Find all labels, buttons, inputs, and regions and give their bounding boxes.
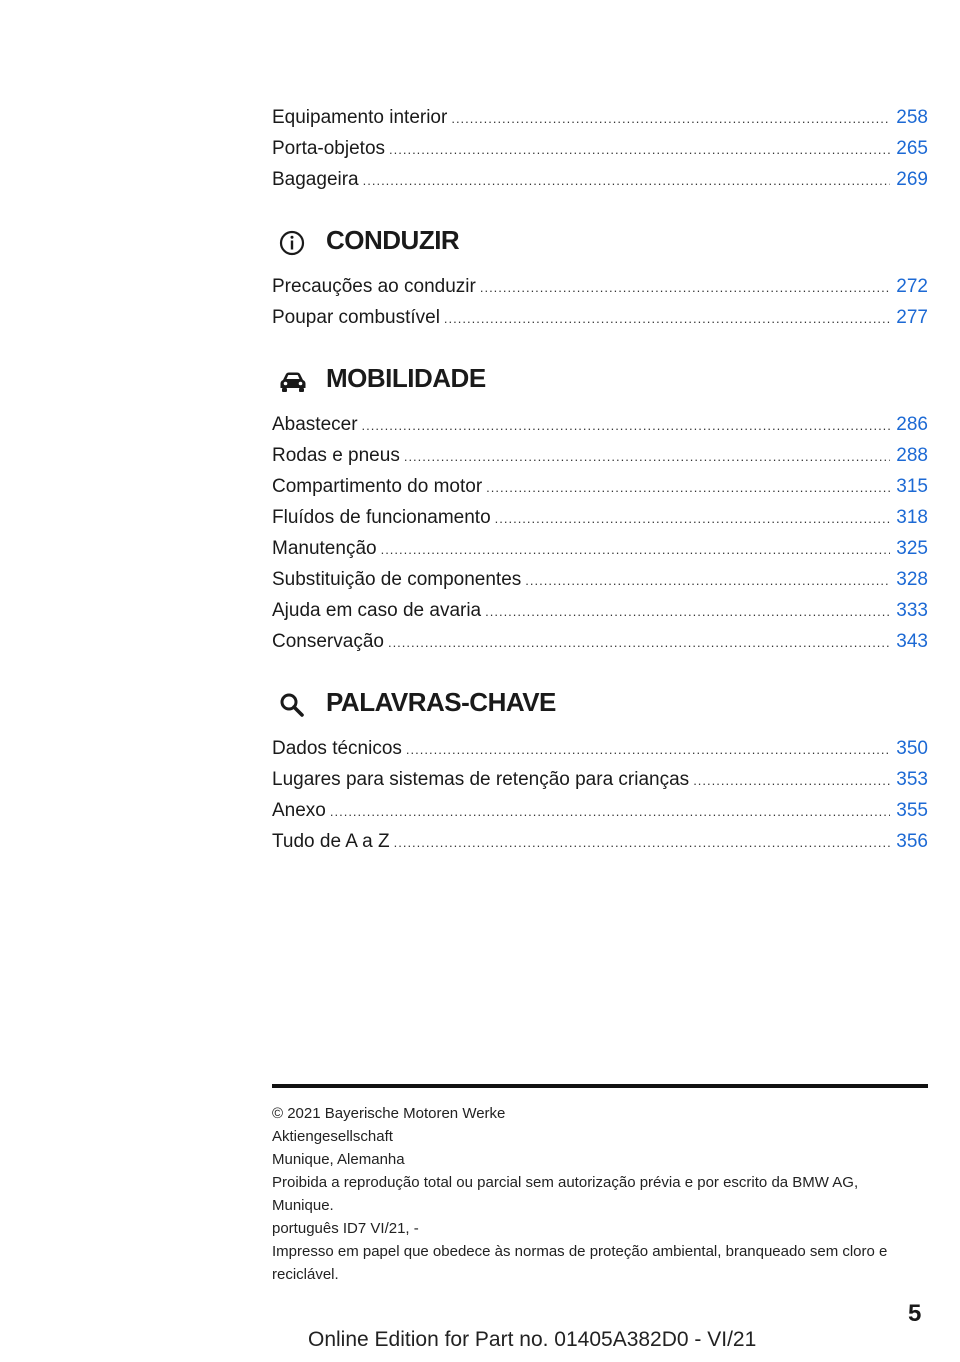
edition-watermark: Online Edition for Part no. 01405A382D0 - VI/21 <box>308 1328 757 1351</box>
toc-entry[interactable] <box>272 764 928 795</box>
dot-leader <box>363 165 891 195</box>
toc-entry-title: Abastecer <box>272 414 358 435</box>
imprint <box>272 1102 928 1286</box>
toc-entry-title: Porta-objetos <box>272 138 386 159</box>
toc-entry-title: Precauções ao conduzir <box>272 276 476 297</box>
toc-entry[interactable] <box>272 733 928 764</box>
toc-entry[interactable] <box>272 164 928 195</box>
toc-page-link[interactable]: 356 <box>896 831 928 852</box>
imprint-line: Proibida a reprodução total ou parcial sem autorização prévia e por escrito da BMW AG, <box>272 1174 859 1191</box>
toc-entry[interactable] <box>272 533 928 564</box>
toc-entry-title: Compartimento do motor <box>272 476 483 497</box>
toc-entry-title: Rodas e pneus <box>272 445 400 466</box>
toc-entry-title: Dados técnicos <box>272 738 402 759</box>
toc-page-link[interactable]: 265 <box>896 138 928 159</box>
section-heading <box>272 681 928 723</box>
imprint-line: Munique. <box>272 1197 334 1214</box>
toc-page-link[interactable]: 272 <box>896 276 928 297</box>
toc-entry-title: Poupar combustível <box>272 307 440 328</box>
dot-leader <box>388 627 890 657</box>
toc-entry[interactable] <box>272 133 928 164</box>
toc-entry[interactable] <box>272 271 928 302</box>
section-title: CONDUZIR <box>326 225 460 255</box>
search-icon <box>278 689 306 715</box>
dot-leader <box>406 734 890 764</box>
intro-list <box>272 102 928 195</box>
toc-entry[interactable] <box>272 502 928 533</box>
section-entries <box>272 409 928 657</box>
dot-leader <box>693 765 890 795</box>
dot-leader <box>525 565 890 595</box>
toc-entry[interactable] <box>272 102 928 133</box>
dot-leader <box>495 503 891 533</box>
toc-entry-title: Lugares para sistemas de retenção para crianças <box>272 769 690 790</box>
footer-divider <box>272 1084 928 1088</box>
dot-leader <box>404 441 890 471</box>
toc-entry-title: Ajuda em caso de avaria <box>272 600 482 621</box>
toc-page-link[interactable]: 343 <box>896 631 928 652</box>
info-icon <box>278 227 306 253</box>
imprint-line: português ID7 VI/21, - <box>272 1220 419 1237</box>
section-entries <box>272 271 928 333</box>
dot-leader <box>389 134 890 164</box>
toc-page-link[interactable]: 315 <box>896 476 928 497</box>
page-number: 5 <box>908 1300 922 1327</box>
toc-page-link[interactable]: 288 <box>896 445 928 466</box>
dot-leader <box>394 827 891 857</box>
table-of-contents <box>272 102 928 857</box>
section-entries <box>272 733 928 857</box>
toc-page-link[interactable]: 318 <box>896 507 928 528</box>
toc-page-link[interactable]: 269 <box>896 169 928 190</box>
toc-entry[interactable] <box>272 626 928 657</box>
section-title: MOBILIDADE <box>326 363 486 393</box>
toc-page-link[interactable]: 258 <box>896 107 928 128</box>
imprint-line: Munique, Alemanha <box>272 1151 405 1168</box>
toc-page-link[interactable]: 325 <box>896 538 928 559</box>
imprint-line: reciclável. <box>272 1266 339 1283</box>
imprint-line: Aktiengesellschaft <box>272 1128 393 1145</box>
toc-entry-title: Substituição de componentes <box>272 569 522 590</box>
toc-entry-title: Bagageira <box>272 169 359 190</box>
toc-entry[interactable] <box>272 795 928 826</box>
dot-leader <box>486 472 890 502</box>
toc-entry-title: Fluídos de funcionamento <box>272 507 491 528</box>
dot-leader <box>362 410 891 440</box>
toc-entry-title: Tudo de A a Z <box>272 831 390 852</box>
dot-leader <box>451 103 890 133</box>
toc-entry-title: Anexo <box>272 800 326 821</box>
toc-entry-title: Conservação <box>272 631 384 652</box>
dot-leader <box>381 534 891 564</box>
section-title: PALAVRAS-CHAVE <box>326 687 556 717</box>
imprint-line: Impresso em papel que obedece às normas de proteção ambiental, branqueado sem cloro e <box>272 1243 888 1260</box>
toc-entry[interactable] <box>272 595 928 626</box>
toc-entry[interactable] <box>272 826 928 857</box>
toc-entry[interactable] <box>272 471 928 502</box>
toc-page-link[interactable]: 286 <box>896 414 928 435</box>
dot-leader <box>480 272 890 302</box>
toc-entry-title: Manutenção <box>272 538 377 559</box>
toc-page-link[interactable]: 350 <box>896 738 928 759</box>
toc-entry-title: Equipamento interior <box>272 107 448 128</box>
car-icon <box>278 365 306 391</box>
toc-page-link[interactable]: 277 <box>896 307 928 328</box>
toc-page-link[interactable]: 333 <box>896 600 928 621</box>
toc-page-link[interactable]: 353 <box>896 769 928 790</box>
toc-sections <box>272 219 928 857</box>
dot-leader <box>444 303 890 333</box>
toc-page-link[interactable]: 328 <box>896 569 928 590</box>
section-heading <box>272 357 928 399</box>
section-heading <box>272 219 928 261</box>
dot-leader <box>330 796 890 826</box>
toc-entry[interactable] <box>272 302 928 333</box>
toc-entry[interactable] <box>272 564 928 595</box>
toc-entry[interactable] <box>272 409 928 440</box>
imprint-line: © 2021 Bayerische Motoren Werke <box>272 1105 506 1122</box>
toc-entry[interactable] <box>272 440 928 471</box>
dot-leader <box>485 596 890 626</box>
toc-page-link[interactable]: 355 <box>896 800 928 821</box>
